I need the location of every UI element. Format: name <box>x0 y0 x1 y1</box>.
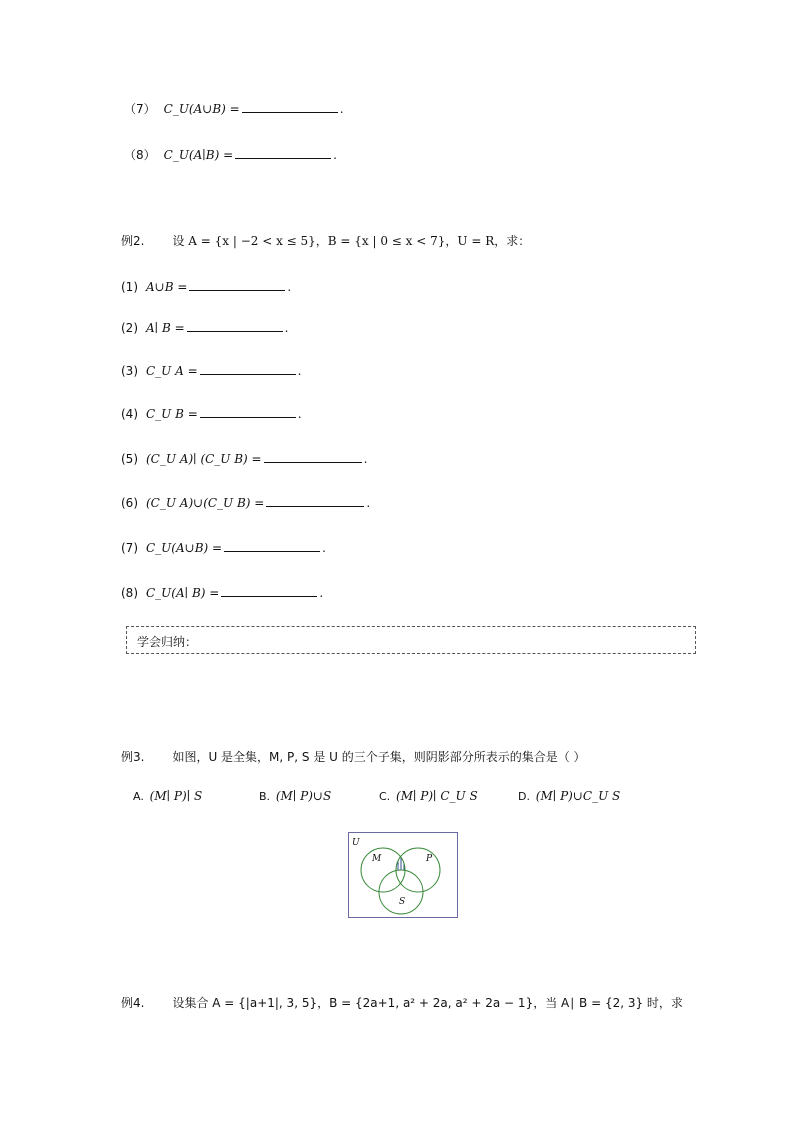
example2-item-2 <box>121 319 289 335</box>
example2-item-4 <box>121 405 302 421</box>
example-label: 例2. <box>121 234 145 248</box>
example-label: 例3. <box>121 750 145 764</box>
label-u: U <box>352 838 360 848</box>
example3-statement-line <box>121 748 586 765</box>
option-expression: (M∣ P)∪C_U S <box>535 789 621 803</box>
item-number: （8） <box>124 148 156 162</box>
end-dot: . <box>322 541 326 555</box>
item-number: (6) <box>121 496 138 510</box>
example2-item-8 <box>121 584 323 600</box>
end-dot: . <box>284 321 289 335</box>
answer-blank[interactable] <box>235 146 331 159</box>
set-expression: C_U(A∪B) = <box>163 102 240 116</box>
item-number: (5) <box>121 452 138 466</box>
example-statement: 设集合 A = {|a+1|, 3, 5}，B = {2a+1, a² + 2a, a² + 2a − 1}，当 A∣ B = {2, 3} 时，求 <box>172 996 683 1010</box>
option-expression: (M∣ P)∣ C_U S <box>396 789 478 803</box>
set-expression: C_U(A∪B) = <box>146 541 223 555</box>
end-dot: . <box>339 102 344 116</box>
set-expression: C_U B = <box>146 407 198 421</box>
option-letter: D. <box>518 790 530 803</box>
part-a-item-7 <box>124 100 344 117</box>
example2-statement-line <box>121 232 530 249</box>
item-number: (2) <box>121 321 138 335</box>
option-expression: (M∣ P)∪S <box>275 789 332 803</box>
label-s: S <box>399 897 406 907</box>
end-dot: . <box>287 280 292 294</box>
label-m: M <box>372 854 382 864</box>
set-expression: C_U(A∣ B) = <box>146 586 220 600</box>
part-a-item-8 <box>124 146 337 163</box>
answer-blank[interactable] <box>187 319 283 332</box>
example4-statement-line <box>121 994 683 1011</box>
option-letter: A. <box>133 790 144 803</box>
example2-item-6 <box>121 494 370 510</box>
set-expression: C_U A = <box>146 364 198 378</box>
end-dot: . <box>333 148 337 162</box>
end-dot: . <box>297 407 302 421</box>
end-dot: . <box>319 586 324 600</box>
summary-label: 学会归纳： <box>137 635 198 649</box>
option-expression: (M∣ P)∣ S <box>149 789 203 803</box>
summary-box[interactable] <box>126 626 696 654</box>
option-letter: C. <box>379 790 391 803</box>
item-number: (8) <box>121 586 138 600</box>
answer-blank[interactable] <box>264 450 362 463</box>
answer-blank[interactable] <box>189 278 285 291</box>
example2-item-1 <box>121 278 291 294</box>
set-expression: C_U(A∣B) = <box>163 148 234 162</box>
option-d[interactable] <box>518 789 620 803</box>
answer-blank[interactable] <box>221 584 317 597</box>
end-dot: . <box>366 496 371 510</box>
example-label: 例4. <box>121 996 145 1010</box>
option-a[interactable] <box>133 789 202 803</box>
set-expression: A∣ B = <box>146 321 185 335</box>
item-number: （7） <box>124 102 156 116</box>
example2-item-7 <box>121 539 326 555</box>
label-p: P <box>426 854 433 864</box>
set-expression: A∪B = <box>146 280 188 294</box>
item-number: (1) <box>121 280 138 294</box>
venn-diagram <box>348 832 458 918</box>
end-dot: . <box>363 452 368 466</box>
answer-blank[interactable] <box>200 405 296 418</box>
end-dot: . <box>297 364 302 378</box>
set-expression: (C_U A)∪(C_U B) = <box>146 496 265 510</box>
item-number: (4) <box>121 407 138 421</box>
set-expression: (C_U A)∣ (C_U B) = <box>146 452 262 466</box>
example-statement: 如图，U 是全集，M, P, S 是 U 的三个子集，则阴影部分所表示的集合是（ ） <box>172 750 586 764</box>
example2-item-3 <box>121 362 301 378</box>
answer-blank[interactable] <box>266 494 364 507</box>
answer-blank[interactable] <box>224 539 320 552</box>
option-b[interactable] <box>259 789 331 803</box>
option-letter: B. <box>259 790 271 803</box>
example2-item-5 <box>121 450 367 466</box>
item-number: (7) <box>121 541 138 555</box>
example-statement: 设 A = {x | −2 < x ≤ 5}，B = {x | 0 ≤ x < 7}，U = R，求： <box>172 234 531 248</box>
answer-blank[interactable] <box>242 100 338 113</box>
option-c[interactable] <box>379 789 478 803</box>
answer-blank[interactable] <box>200 362 296 375</box>
item-number: (3) <box>121 364 138 378</box>
